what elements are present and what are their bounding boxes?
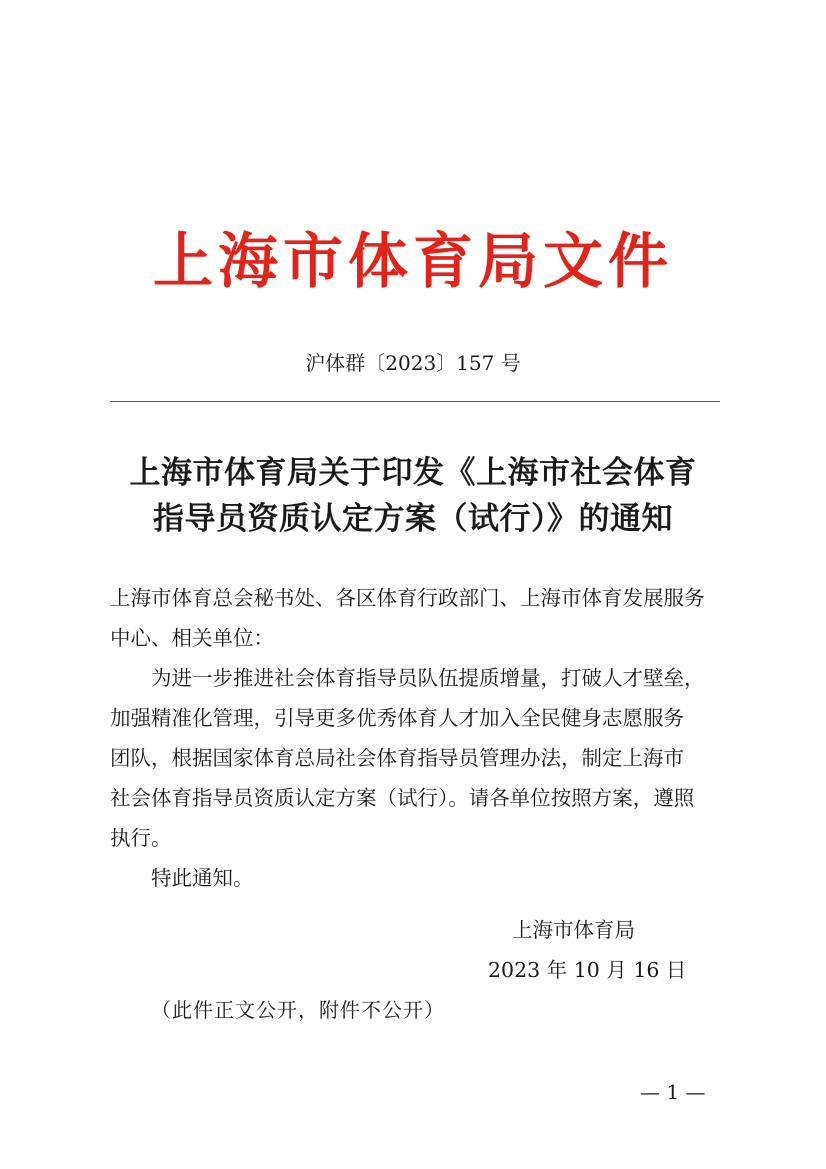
- disclosure-note: （此件正文公开，附件不公开）: [151, 998, 445, 1022]
- body-paragraph-line-3: 团队，根据国家体育总局社会体育指导员管理办法，制定上海市: [110, 746, 684, 770]
- masthead-title: 上海市体育局文件: [153, 227, 673, 297]
- body-paragraph-line-5: 执行。: [110, 826, 172, 850]
- body-paragraph-line-2: 加强精准化管理，引导更多优秀体育人才加入全民健身志愿服务: [110, 706, 684, 730]
- notice-title-line-1: 上海市体育局关于印发《上海市社会体育: [129, 455, 697, 491]
- recipients-line-2: 中心、相关单位：: [110, 626, 274, 650]
- page-number: — 1 —: [640, 1080, 706, 1104]
- notice-title-line-2: 指导员资质认定方案（试行）》的通知: [153, 501, 673, 537]
- issuer-signature: 上海市体育局: [512, 918, 635, 942]
- red-divider-line: [110, 401, 720, 402]
- body-paragraph-line-4: 社会体育指导员资质认定方案（试行）。请各单位按照方案，遵照: [110, 786, 695, 810]
- recipients-line-1: 上海市体育总会秘书处、各区体育行政部门、上海市体育发展服务: [110, 586, 705, 610]
- issue-date: 2023 年 10 月 16 日: [488, 958, 687, 982]
- body-paragraph-line-1: 为进一步推进社会体育指导员队伍提质增量，打破人才壁垒，: [151, 666, 705, 690]
- document-number: 沪体群〔2023〕157 号: [305, 351, 521, 375]
- closing-remark: 特此通知。: [151, 866, 254, 890]
